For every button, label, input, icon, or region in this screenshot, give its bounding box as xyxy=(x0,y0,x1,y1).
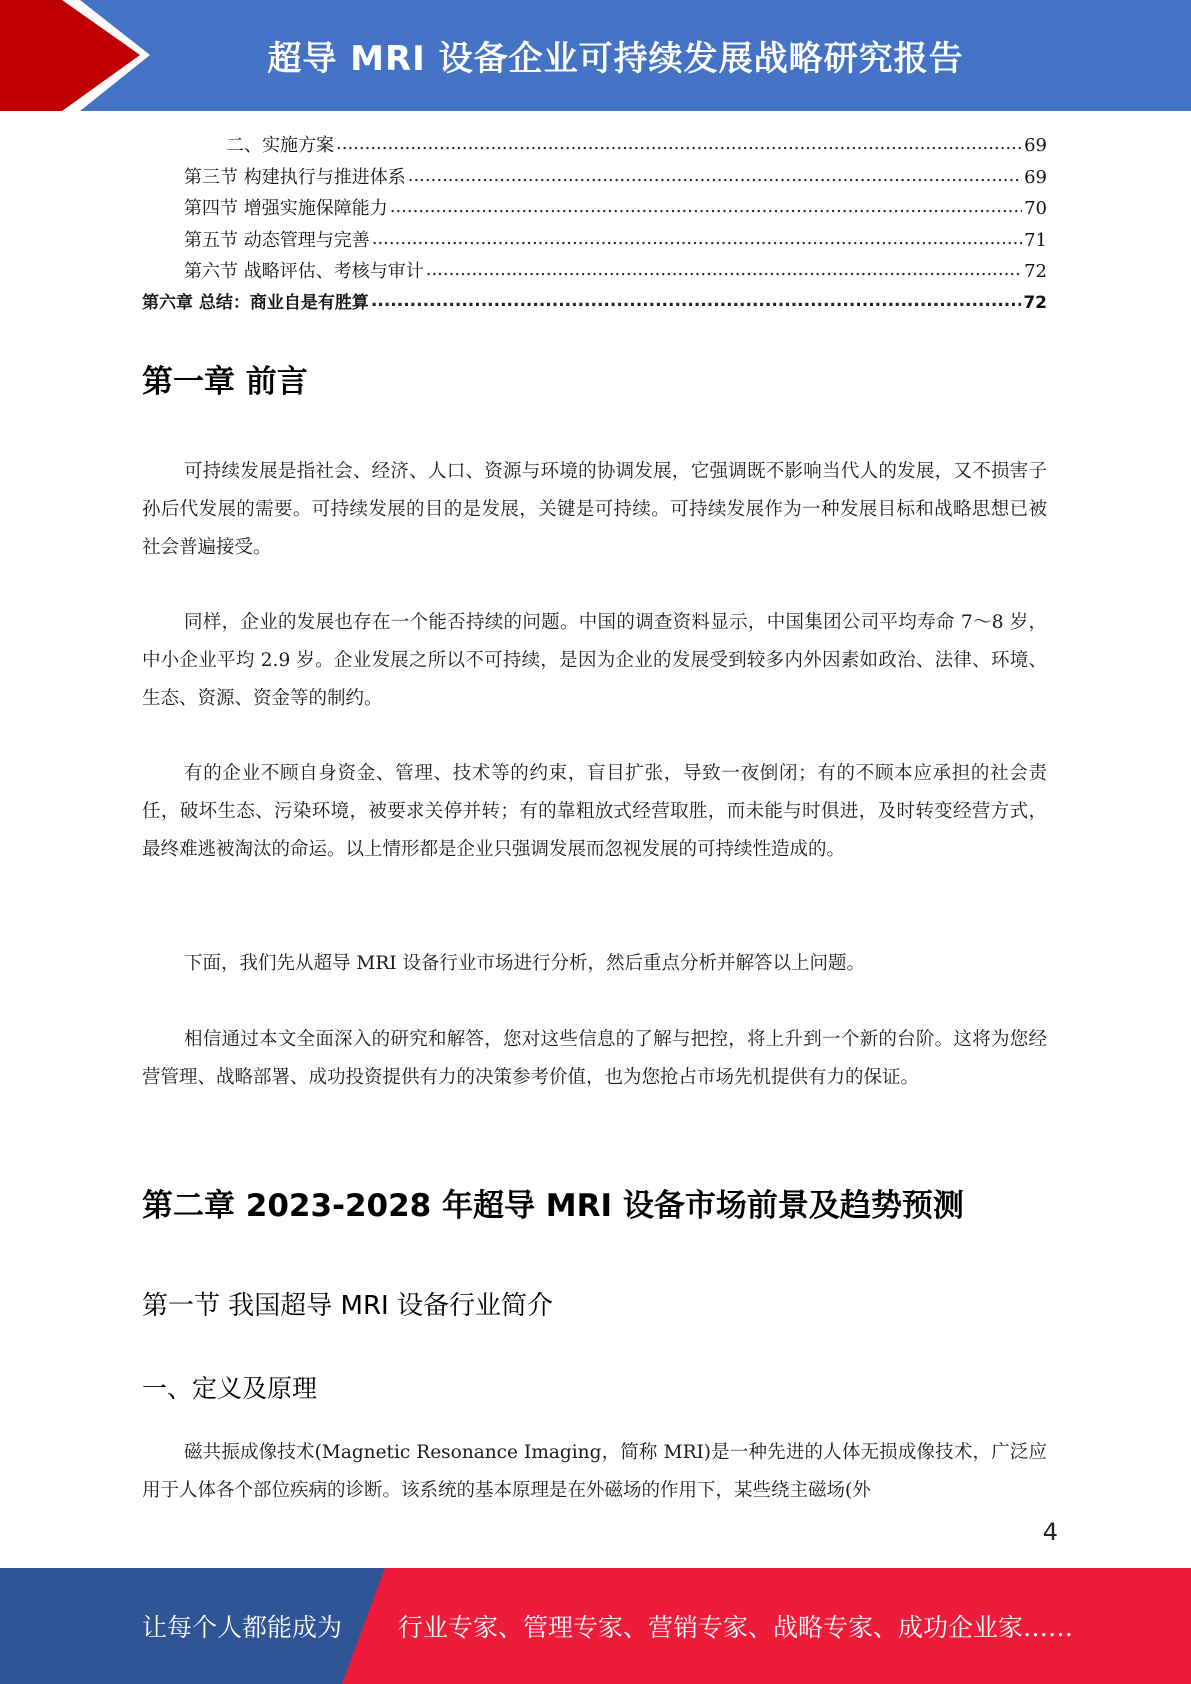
toc-item[interactable] xyxy=(142,130,1047,162)
toc-item[interactable] xyxy=(142,193,1047,225)
section-title: 第一节 我国超导 MRI 设备行业简介 xyxy=(142,1291,553,1321)
paragraph: 磁共振成像技术(Magnetic Resonance Imaging，简称 MRI)是一种先进的人体无损成像技术，广泛应用于人体各个部位疾病的诊断。该系统的基本原理是在外磁场的作用下，某些绕主磁场(外 xyxy=(142,1442,1047,1501)
chapter-1-title: 第一章 前言 xyxy=(142,364,308,400)
chapter-2-title: 第二章 2023-2028 年超导 MRI 设备市场前景及趋势预测 xyxy=(142,1188,964,1224)
toc-item-page: 69 xyxy=(1024,135,1047,156)
toc-item-page: 72 xyxy=(1023,292,1047,313)
header-red-chevron xyxy=(0,0,150,111)
toc-item-label: 第四节 增强实施保障能力 xyxy=(184,198,388,219)
toc-leader-dots xyxy=(336,128,1022,160)
toc-item-label: 第六章 总结：商业自是有胜算 xyxy=(142,292,369,313)
toc-item[interactable] xyxy=(142,225,1047,257)
toc-item[interactable] xyxy=(142,162,1047,194)
page-number: 4 xyxy=(1042,1518,1058,1546)
paragraph: 下面，我们先从超导 MRI 设备行业市场进行分析，然后重点分析并解答以上问题。 xyxy=(184,953,865,974)
toc-item[interactable] xyxy=(142,288,1047,320)
page-footer xyxy=(0,1568,1191,1684)
toc-item-label: 二、实施方案 xyxy=(226,135,334,156)
toc-leader-dots xyxy=(372,223,1022,255)
toc-leader-dots xyxy=(408,160,1022,192)
chevron-icon xyxy=(0,0,150,111)
toc-leader-dots xyxy=(371,286,1021,318)
toc-item-label: 第五节 动态管理与完善 xyxy=(184,229,370,251)
toc-item-page: 71 xyxy=(1024,229,1047,251)
toc-leader-dots xyxy=(390,191,1022,223)
paragraph: 同样，企业的发展也存在一个能否持续的问题。中国的调查资料显示，中国集团公司平均寿命 7～8 岁，中小企业平均 2.9 岁。企业发展之所以不可持续，是因为企业的发展受到较多内外因素如政治、法律、环境、生态、资源、资金等的制约。 xyxy=(142,612,1047,709)
toc-item[interactable] xyxy=(142,256,1047,288)
table-of-contents xyxy=(142,130,1047,319)
footer-slogan-left: 让每个人都能成为 xyxy=(142,1613,343,1642)
toc-item-label: 第六节 战略评估、考核与审计 xyxy=(184,261,424,282)
subsection-title: 一、定义及原理 xyxy=(142,1374,318,1403)
paragraph: 相信通过本文全面深入的研究和解答，您对这些信息的了解与把控，将上升到一个新的台阶。这将为您经营管理、战略部署、成功投资提供有力的决策参考价值，也为您抢占市场先机提供有力的保证。 xyxy=(142,1029,1047,1088)
toc-item-page: 72 xyxy=(1024,261,1047,282)
footer-slogan-right: 行业专家、管理专家、营销专家、战略专家、成功企业家…… xyxy=(398,1613,1074,1642)
toc-item-page: 69 xyxy=(1024,166,1047,188)
report-title: 超导 MRI 设备企业可持续发展战略研究报告 xyxy=(267,39,964,79)
paragraph: 有的企业不顾自身资金、管理、技术等的约束，盲目扩张，导致一夜倒闭；有的不顾本应承担的社会责任，破坏生态、污染环境，被要求关停并转；有的靠粗放式经营取胜，而未能与时俱进，及时转变经营方式，最终难逃被淘汰的命运。以上情形都是企业只强调发展而忽视发展的可持续性造成的。 xyxy=(142,763,1047,860)
toc-item-page: 70 xyxy=(1024,198,1047,219)
paragraph: 可持续发展是指社会、经济、人口、资源与环境的协调发展，它强调既不影响当代人的发展，又不损害子孙后代发展的需要。可持续发展的目的是发展，关键是可持续。可持续发展作为一种发展目标和战略思想已被社会普遍接受。 xyxy=(142,461,1047,558)
page-header xyxy=(0,0,1191,111)
toc-item-label: 第三节 构建执行与推进体系 xyxy=(184,166,406,188)
toc-leader-dots xyxy=(426,254,1022,286)
